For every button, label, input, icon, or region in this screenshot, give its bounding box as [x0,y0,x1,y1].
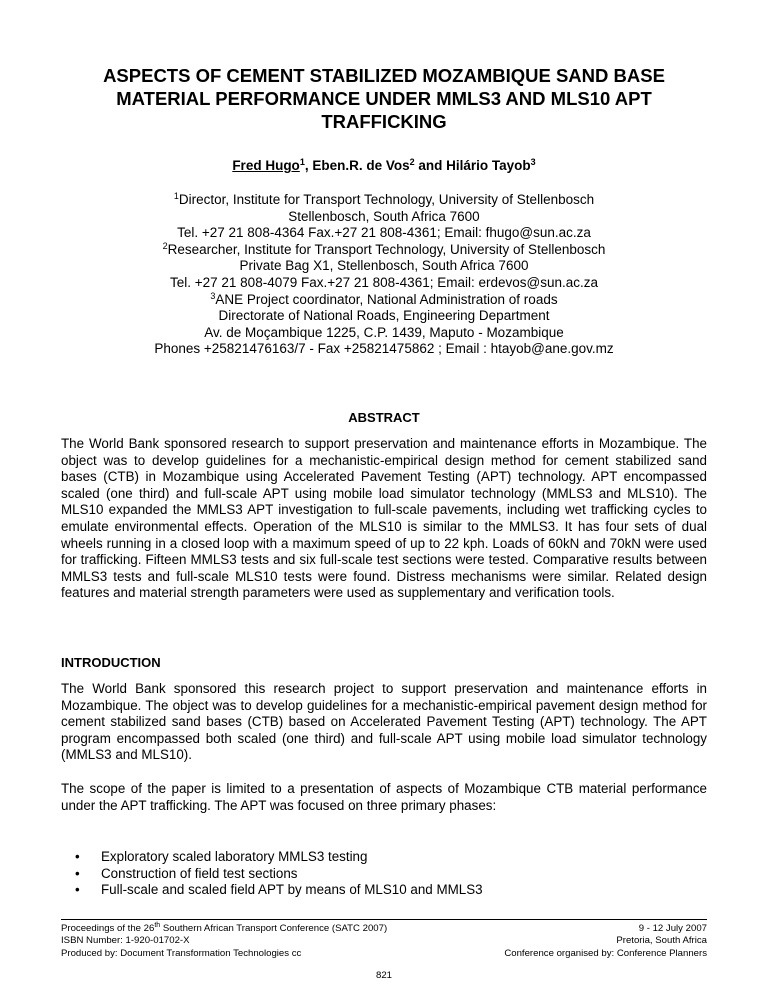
list-item [61,866,707,883]
introduction-paragraph-1: The World Bank sponsored this research project to support preservation and maintenance efforts in Mozambique. The object was to develop guidelines for a mechanistic-empirical pavement design method for cement stabilized sand bases (CTB) based on Accelerated Pavement Testing (APT) technology. The APT program encompassed both scaled (one third) and full-scale APT using mobile load simulator technology (MMLS3 and MLS10). [61,681,707,763]
affiliation-sup: 1 [173,191,179,201]
list-item [61,849,707,866]
footer-proceedings [61,923,387,935]
affiliation-text: Stellenbosch, South Africa 7600 [288,208,480,224]
footer-divider [61,919,707,920]
affiliation-text: Director, Institute for Transport Technology, University of Stellenbosch [178,192,595,207]
bullet-icon: • [75,865,80,881]
affiliation-line [40,275,728,292]
abstract-heading: ABSTRACT [348,410,420,425]
footer-isbn: ISBN Number: 1-920-01702-X [61,935,190,947]
affiliation-text: Tel. +27 21 808-4079 Fax.+27 21 808-4361; Email: erdevos@sun.ac.za [170,274,598,290]
list-item-text: Exploratory scaled laboratory MMLS3 testing [101,849,368,864]
abstract-text: The World Bank sponsored research to support preservation and maintenance efforts in Mozambique. The object was to develop guidelines for a mechanistic-empirical design method for cement stabilized sand bases (CTB) in Mozambique using Accelerated Pavement Testing (APT) technology. APT encompassed scaled (one third) and full-scale APT using mobile load simulator technology (MMLS3 and MLS10). The MLS10 expanded the MMLS3 APT investigation to full-scale pavements, including wet trafficking cycles to emulate environmental effects. Operation of the MLS10 is similar to the MMLS3. It has four sets of dual wheels running in a closed loop with a maximum speed of up to 22 kph. Loads of 60kN and 70kN were used for trafficking. Fifteen MMLS3 tests and six full-scale test sections were tested. Comparative results between MMLS3 tests and full-scale MLS10 tests were found. Distress mechanisms were similar. Related design features and material strength parameters were used as supplementary and verification tools. [61,436,707,601]
affiliation-text: Private Bag X1, Stellenbosch, South Africa 7600 [239,258,529,274]
author-2-name: Eben.R. de Vos [312,158,410,173]
phase-list [61,849,707,899]
list-item [61,882,707,899]
footer-proceedings-text-2: Southern African Transport Conference (SATC 2007) [160,923,388,934]
footer-dates: 9 - 12 July 2007 [638,923,707,934]
affiliation-sup: 2 [162,240,168,251]
list-item-text: Construction of field test sections [101,865,298,881]
affiliations [40,192,728,358]
author-1-name: Fred Hugo [232,158,300,173]
author-3-name: Hilário Tayob [446,158,531,173]
affiliation-line [40,209,728,226]
bullet-icon: • [75,849,80,864]
footer-produced-by: Produced by: Document Transformation Technologies cc [61,947,302,959]
author-separator-1: , [304,158,313,173]
page-number: 821 [375,970,392,981]
footer-left [61,923,387,960]
author-line [60,158,708,174]
footer-right [504,923,707,960]
list-item-text: Full-scale and scaled field APT by means of MLS10 and MMLS3 [101,882,483,898]
affiliation-text: Phones +25821476163/7 - Fax +25821475862 ; Email : htayob@ane.gov.mz [154,341,614,357]
author-1-sup: 1 [299,157,305,167]
affiliation-line [40,242,728,259]
affiliation-text: Av. de Moçambique 1225, C.P. 1439, Maputo - Mozambique [204,324,564,340]
affiliation-text: Tel. +27 21 808-4364 Fax.+27 21 808-4361; Email: fhugo@sun.ac.za [177,225,591,241]
affiliation-line [40,308,728,325]
footer-proceedings-text: Proceedings of the 26 [61,923,155,934]
author-3-sup: 3 [530,157,536,167]
introduction-paragraph-2: The scope of the paper is limited to a presentation of aspects of Mozambique CTB material performance under the APT trafficking. The APT was focused on three primary phases: [61,781,707,813]
paper-title: ASPECTS OF CEMENT STABILIZED MOZAMBIQUE SAND BASE MATERIAL PERFORMANCE UNDER MMLS3 AND MLS10 APT TRAFFICKING [103,65,665,132]
affiliation-text: ANE Project coordinator, National Administration of roads [215,291,558,307]
footer-ordinal-sup: th [154,922,161,929]
affiliation-sup: 3 [210,290,216,301]
affiliation-line [40,325,728,342]
affiliation-line [40,225,728,242]
introduction-heading: INTRODUCTION [61,655,161,670]
footer-location: Pretoria, South Africa [616,935,707,947]
footer-organiser: Conference organised by: Conference Planners [504,947,707,959]
affiliation-text: Directorate of National Roads, Engineering Department [218,308,550,324]
bullet-icon: • [75,882,80,898]
affiliation-line [40,292,728,309]
affiliation-text: Researcher, Institute for Transport Technology, University of Stellenbosch [167,241,606,257]
affiliation-line [40,341,728,358]
author-separator-2: and [414,158,447,173]
affiliation-line [40,258,728,275]
affiliation-line [40,192,728,209]
author-2-sup: 2 [409,157,415,167]
